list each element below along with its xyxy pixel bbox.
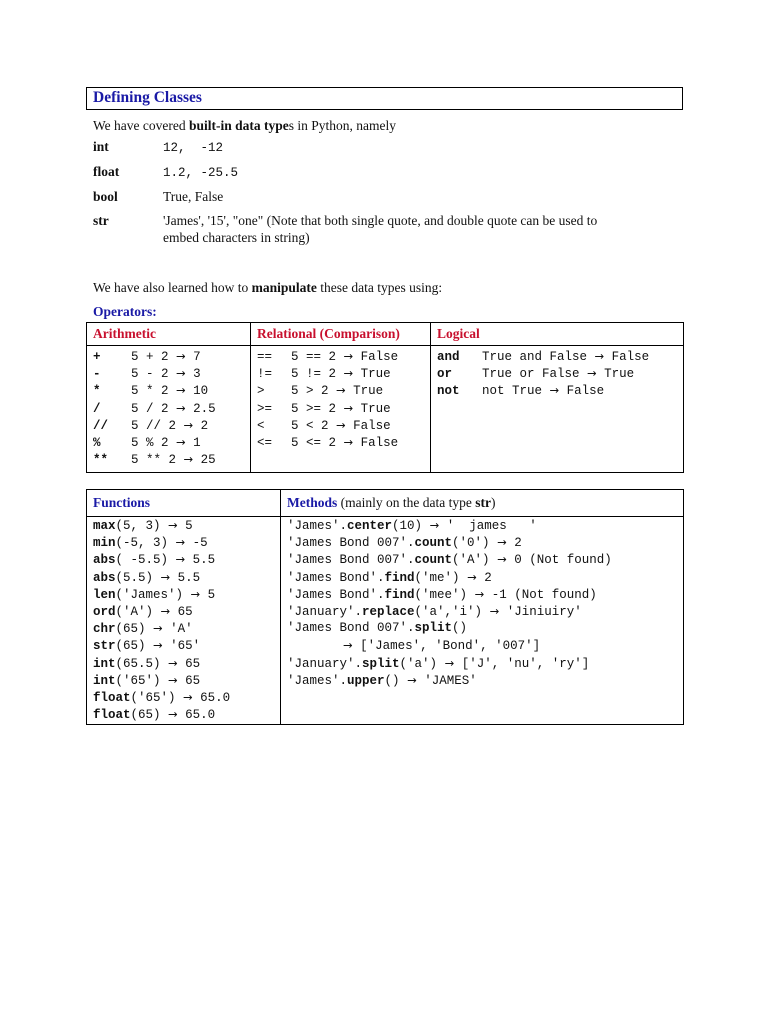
- arrow-icon: →: [176, 366, 186, 381]
- arithmetic-row: [93, 434, 250, 451]
- function-args: (65): [115, 639, 154, 654]
- function-result: 5.5: [185, 553, 216, 568]
- arithmetic-operator: +: [93, 350, 101, 364]
- relational-operator: <=: [257, 435, 273, 450]
- functions-list: [93, 517, 280, 723]
- function-result: 65: [177, 656, 201, 671]
- arithmetic-expression: 5 - 2: [131, 367, 177, 382]
- arithmetic-result: 2.5: [185, 401, 216, 416]
- header-methods: [281, 490, 684, 517]
- logical-expression: not True: [482, 384, 550, 399]
- spacer: [460, 571, 468, 585]
- arrow-icon: →: [183, 452, 194, 467]
- function-args: ('65'): [130, 690, 184, 705]
- arrow-icon: →: [176, 383, 186, 398]
- arithmetic-result: 10: [185, 384, 209, 399]
- method-result: 2: [506, 536, 522, 551]
- arrow-icon: →: [176, 434, 186, 449]
- function-name: str: [93, 639, 116, 654]
- type-float-example: 1.2, -25.5: [163, 166, 239, 180]
- method-result: -1 (Not found): [484, 587, 597, 602]
- logical-result: True: [596, 367, 635, 382]
- section-title: Defining Classes: [93, 89, 202, 106]
- method-row: [287, 534, 683, 551]
- arrow-icon: →: [549, 383, 560, 398]
- arrow-icon: →: [343, 349, 354, 363]
- method-object: 'James'.: [287, 519, 348, 533]
- relational-result: True: [345, 384, 384, 399]
- arrow-icon: →: [489, 603, 500, 618]
- arrow-icon: →: [168, 672, 178, 687]
- arrow-icon: →: [343, 366, 354, 381]
- arrow-icon: →: [336, 417, 346, 432]
- manipulate-suffix: these data types using:: [316, 280, 443, 295]
- spacer: [490, 536, 498, 550]
- function-row: [93, 551, 280, 568]
- arithmetic-expression: 5 % 2: [131, 435, 177, 450]
- arithmetic-operator: %: [93, 435, 101, 450]
- relational-row: [257, 417, 430, 434]
- function-args: ( -5.5): [115, 553, 176, 568]
- arithmetic-result: 7: [185, 350, 201, 364]
- arithmetic-expression: 5 + 2: [131, 350, 177, 364]
- header-arithmetic: Arithmetic: [87, 323, 251, 346]
- relational-expression: 5 < 2: [291, 418, 337, 433]
- method-args: ('0'): [452, 536, 490, 551]
- method-name: upper: [347, 673, 385, 688]
- logical-row: [437, 382, 683, 399]
- arithmetic-row: [93, 365, 250, 382]
- function-args: (5, 3): [115, 519, 169, 533]
- intro-bold: built-in data type: [188, 118, 289, 133]
- methods-desc-end: ): [490, 495, 496, 510]
- relational-expression: 5 == 2: [291, 350, 344, 364]
- relational-result: False: [353, 435, 399, 450]
- manipulate-bold: manipulate: [251, 280, 317, 295]
- spacer: [437, 657, 445, 671]
- relational-expression: 5 >= 2: [291, 401, 344, 416]
- logical-row: [437, 365, 683, 382]
- method-row: [287, 620, 683, 637]
- arrow-icon: →: [183, 689, 193, 704]
- method-args: (): [452, 621, 468, 636]
- method-name: count: [414, 536, 453, 551]
- method-row: [287, 603, 683, 620]
- type-int-example: 12, -12: [163, 141, 224, 155]
- relational-operator: ==: [257, 350, 273, 364]
- spacer: [490, 553, 498, 567]
- method-name: split: [362, 656, 400, 671]
- intro-prefix: We have covered: [93, 118, 189, 133]
- method-result: ' james ': [439, 519, 537, 533]
- method-object: 'James Bond 007'.: [287, 553, 415, 568]
- arrow-icon: →: [160, 603, 171, 618]
- relational-cell: [251, 346, 431, 473]
- logical-row: [437, 348, 683, 365]
- method-object: 'James Bond'.: [287, 570, 385, 585]
- arrow-icon: →: [183, 417, 194, 432]
- function-result: 65.0: [177, 708, 216, 723]
- arrow-icon: →: [343, 638, 353, 653]
- arithmetic-row: [93, 348, 250, 365]
- relational-row: [257, 348, 430, 365]
- function-name: min: [93, 536, 116, 551]
- method-name: find: [384, 570, 415, 585]
- arrow-icon: →: [587, 366, 597, 381]
- type-bool-example: True, False: [163, 189, 224, 204]
- method-args: ('a'): [399, 656, 438, 671]
- relational-operator: >: [257, 384, 265, 399]
- arithmetic-row: [93, 400, 250, 417]
- method-result: 0 (Not found): [506, 553, 612, 568]
- relational-operator: !=: [257, 367, 273, 382]
- arrow-icon: →: [175, 535, 186, 550]
- logical-expression: True or False: [482, 367, 588, 382]
- method-name: find: [384, 587, 415, 602]
- arithmetic-list: [93, 348, 250, 468]
- method-args: ('mee'): [414, 587, 468, 602]
- relational-row: [257, 365, 430, 382]
- arithmetic-row: [93, 382, 250, 399]
- relational-expression: 5 != 2: [291, 367, 344, 382]
- spacer: [422, 519, 430, 533]
- arrow-icon: →: [343, 434, 354, 449]
- method-result: ['James', 'Bond', '007']: [352, 639, 541, 654]
- arithmetic-result: 1: [185, 435, 201, 450]
- relational-row: [257, 382, 430, 399]
- arithmetic-operator: //: [93, 418, 109, 433]
- arrow-icon: →: [467, 569, 477, 584]
- logical-operator: not: [437, 384, 460, 399]
- function-args: ('James'): [115, 587, 191, 602]
- logical-cell: [431, 346, 684, 473]
- function-args: (65): [130, 708, 169, 723]
- arrow-icon: →: [594, 349, 605, 363]
- relational-row: [257, 400, 430, 417]
- manipulate-text: [93, 280, 442, 296]
- arrow-icon: →: [153, 638, 163, 653]
- method-result: 'JAMES': [416, 673, 477, 688]
- function-name: abs: [93, 553, 116, 568]
- function-row: [93, 689, 280, 706]
- relational-result: False: [353, 350, 399, 364]
- function-result: 65: [170, 604, 193, 619]
- spacer: [400, 674, 408, 688]
- header-relational: Relational (Comparison): [251, 323, 431, 346]
- type-int-label: int: [93, 139, 109, 154]
- method-args: (10): [392, 519, 423, 533]
- function-row: [93, 706, 280, 723]
- function-row: [93, 534, 280, 551]
- function-name: float: [93, 708, 131, 723]
- methods-desc: (mainly on the data type: [337, 495, 476, 510]
- function-result: 5: [200, 587, 216, 602]
- methods-list: [287, 517, 683, 689]
- arrow-icon: →: [190, 586, 201, 601]
- method-name: split: [414, 621, 453, 636]
- header-functions: Functions: [87, 490, 281, 517]
- method-name: replace: [362, 604, 415, 619]
- method-object: 'James Bond 007'.: [287, 621, 415, 636]
- methods-cell: [281, 517, 684, 725]
- function-row: [93, 637, 280, 654]
- relational-expression: 5 <= 2: [291, 435, 344, 450]
- spacer: [482, 605, 490, 619]
- logical-operator: or: [437, 367, 453, 382]
- function-args: (-5, 3): [115, 536, 176, 551]
- methods-label: Methods: [287, 495, 338, 510]
- arrow-icon: →: [497, 535, 507, 550]
- function-row: [93, 620, 280, 637]
- arrow-icon: →: [407, 672, 417, 687]
- arithmetic-expression: 5 ** 2: [131, 453, 184, 468]
- arrow-icon: →: [336, 383, 346, 398]
- function-row: [93, 517, 280, 534]
- method-object: 'James'.: [287, 673, 348, 688]
- arrow-icon: →: [176, 349, 186, 363]
- function-args: (65.5): [115, 656, 169, 671]
- function-row: [93, 655, 280, 672]
- arrow-icon: →: [497, 552, 507, 567]
- method-args: (): [384, 673, 400, 688]
- relational-row: [257, 434, 430, 451]
- function-name: max: [93, 519, 116, 533]
- type-str-example: 'James', '15', "one" (Note that both single quote, and double quote can be used to: [163, 213, 598, 228]
- arithmetic-operator: *: [93, 384, 101, 399]
- type-str-example-cont: embed characters in string): [163, 230, 310, 245]
- method-result: 2: [476, 570, 492, 585]
- arithmetic-expression: 5 * 2: [131, 384, 177, 399]
- intro-text: [93, 118, 396, 134]
- arrow-icon: →: [175, 552, 186, 567]
- method-row: [287, 569, 683, 586]
- function-name: chr: [93, 622, 116, 637]
- arithmetic-operator: **: [93, 453, 109, 468]
- method-object: 'January'.: [287, 656, 363, 671]
- method-row: [287, 517, 683, 534]
- function-args: ('65'): [115, 673, 169, 688]
- arithmetic-operator: /: [93, 401, 101, 416]
- function-args: ('A'): [115, 604, 161, 619]
- method-row: [287, 672, 683, 689]
- operators-heading: Operators:: [93, 304, 157, 319]
- arrow-icon: →: [429, 518, 440, 532]
- arrow-icon: →: [444, 655, 455, 670]
- logical-expression: True and False: [482, 350, 595, 364]
- function-result: -5: [185, 536, 208, 551]
- arrow-icon: →: [160, 569, 171, 584]
- spacer: [467, 588, 475, 602]
- method-args: ('me'): [414, 570, 460, 585]
- function-name: float: [93, 690, 131, 705]
- method-args: ('a','i'): [414, 604, 483, 619]
- logical-list: [437, 348, 683, 400]
- arrow-icon: →: [168, 655, 178, 670]
- function-result: 65.0: [192, 690, 231, 705]
- method-name: center: [347, 519, 393, 533]
- header-logical: Logical: [431, 323, 684, 346]
- arithmetic-result: 2: [193, 418, 209, 433]
- function-name: ord: [93, 604, 116, 619]
- function-result: '65': [162, 639, 201, 654]
- arithmetic-result: 3: [185, 367, 201, 382]
- function-result: 65: [177, 673, 201, 688]
- method-result: ['J', 'nu', 'ry']: [454, 656, 590, 671]
- method-name: count: [414, 553, 453, 568]
- relational-list: [257, 348, 430, 451]
- method-object: 'James Bond 007'.: [287, 536, 415, 551]
- function-name: len: [93, 587, 116, 602]
- operators-table: [86, 322, 684, 473]
- function-name: int: [93, 673, 116, 688]
- intro-suffix: s in Python, namely: [288, 118, 397, 133]
- relational-result: True: [353, 401, 391, 416]
- method-args: ('A'): [452, 553, 490, 568]
- function-name: int: [93, 656, 116, 671]
- function-result: 'A': [162, 622, 193, 637]
- logical-operator: and: [437, 350, 460, 364]
- relational-result: True: [353, 367, 391, 382]
- function-args: (65): [115, 622, 154, 637]
- relational-result: False: [345, 418, 391, 433]
- functions-methods-table: [86, 489, 684, 725]
- relational-expression: 5 > 2: [291, 384, 337, 399]
- method-result: 'Jiniuiry': [499, 604, 582, 619]
- type-float-label: float: [93, 164, 120, 179]
- function-result: 5: [177, 519, 193, 533]
- arithmetic-row: [93, 451, 250, 468]
- methods-type: str: [475, 495, 491, 510]
- functions-cell: [87, 517, 281, 725]
- arithmetic-operator: -: [93, 367, 101, 382]
- method-row: [287, 586, 683, 603]
- method-row: [287, 637, 683, 654]
- method-object: 'James Bond'.: [287, 587, 385, 602]
- arithmetic-result: 25: [193, 453, 216, 468]
- arithmetic-expression: 5 // 2: [131, 418, 184, 433]
- arrow-icon: →: [168, 518, 178, 532]
- method-row: [287, 551, 683, 568]
- method-row: [287, 655, 683, 672]
- arrow-icon: →: [153, 621, 163, 636]
- function-row: [93, 672, 280, 689]
- manipulate-prefix: We have also learned how to: [93, 280, 252, 295]
- relational-operator: >=: [257, 401, 273, 416]
- type-str-label: str: [93, 213, 109, 228]
- logical-result: False: [604, 350, 650, 364]
- function-name: abs: [93, 570, 116, 585]
- arrow-icon: →: [176, 400, 186, 415]
- relational-operator: <: [257, 418, 265, 433]
- section-title-box: [86, 87, 683, 110]
- function-row: [93, 586, 280, 603]
- arrow-icon: →: [474, 586, 485, 601]
- arithmetic-expression: 5 / 2: [131, 401, 177, 416]
- type-bool-label: bool: [93, 189, 118, 204]
- logical-result: False: [559, 384, 605, 399]
- function-row: [93, 603, 280, 620]
- arithmetic-row: [93, 417, 250, 434]
- function-result: 5.5: [170, 570, 201, 585]
- arithmetic-cell: [87, 346, 251, 473]
- function-args: (5.5): [115, 570, 161, 585]
- method-object: 'January'.: [287, 604, 363, 619]
- function-row: [93, 569, 280, 586]
- arrow-icon: →: [343, 400, 354, 415]
- arrow-icon: →: [168, 707, 178, 722]
